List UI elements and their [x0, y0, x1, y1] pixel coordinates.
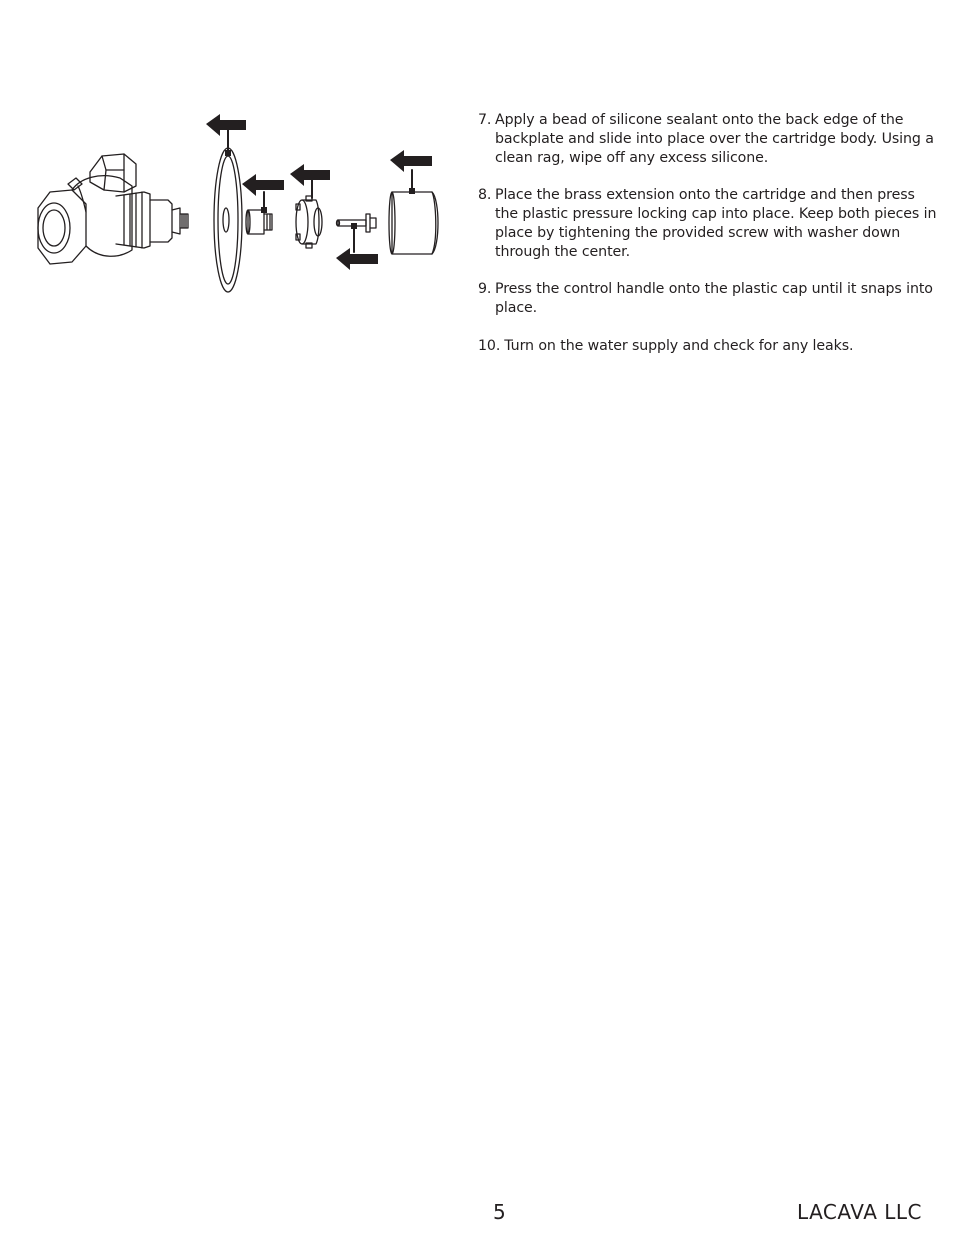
step-text: Place the brass extension onto the cartridge and then press the plastic pressure locking cap into place. Keep both pieces in place by tightening the provided screw with washer down through the center. — [495, 187, 937, 260]
screw-icon — [337, 214, 377, 252]
step-text: Turn on the water supply and check for any leaks. — [504, 337, 854, 354]
step-number: 9. — [478, 281, 492, 298]
step-item — [478, 111, 938, 167]
exploded-assembly-diagram — [20, 100, 460, 310]
locking-cap-icon — [296, 176, 322, 248]
brand-name: LACAVA LLC — [797, 1200, 922, 1224]
step-item — [478, 337, 938, 356]
step-number: 7. — [478, 112, 492, 128]
valve-body-icon — [38, 154, 188, 264]
step-item — [478, 186, 938, 261]
step-number: 8. — [478, 187, 492, 204]
arrow-left-icon — [206, 114, 246, 156]
control-handle-icon — [389, 170, 438, 254]
arrow-left-icon — [290, 164, 330, 186]
step-text: Apply a bead of silicone sealant onto the back edge of the backplate and slide into place over the cartridge body. Using a clean rag, wipe off any excess silicone. — [495, 112, 934, 166]
brass-extension-icon — [246, 192, 272, 234]
step-item — [478, 280, 938, 318]
page-number: 5 — [493, 1200, 506, 1224]
step-text: Press the control handle onto the plastic cap until it snaps into place. — [495, 281, 933, 316]
step-number: 10. — [478, 337, 501, 354]
instruction-steps — [478, 111, 938, 374]
arrow-left-icon — [336, 223, 378, 270]
